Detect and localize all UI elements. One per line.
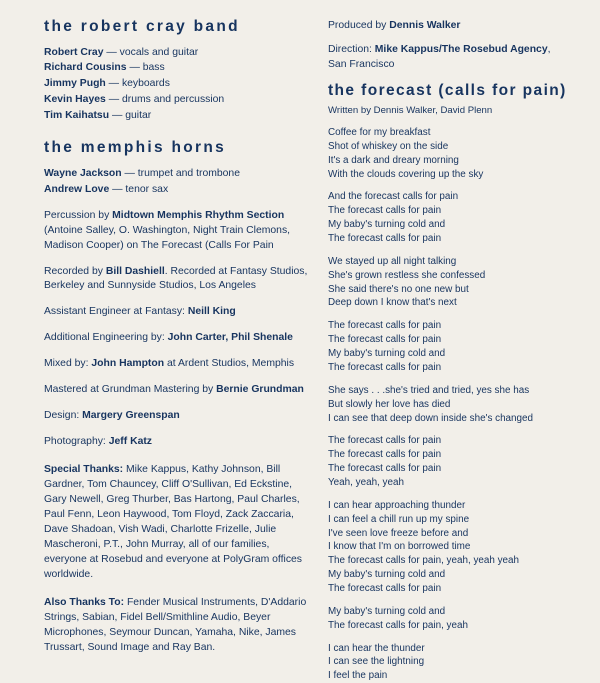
special-thanks xyxy=(44,463,312,583)
direction-credits xyxy=(328,42,580,72)
lyric-line: She's grown restless she confessed xyxy=(328,269,486,281)
lyric-line: I've seen love freeze before and xyxy=(328,527,469,539)
credit-label: Photography: xyxy=(44,436,109,448)
lyric-line: My baby's turning cold and xyxy=(328,348,446,360)
credit-label: Mastered at Grundman Mastering by xyxy=(44,384,217,396)
credit-bold: John Carter, Phil Shenale xyxy=(167,332,293,344)
lyric-line: I can hear approaching thunder xyxy=(328,499,466,511)
band-member xyxy=(44,46,312,61)
credit-line xyxy=(44,409,312,424)
lyric-line: She says . . .she's tried and tried, yes she has xyxy=(328,384,530,396)
lyric-line: I can feel a chill run up my spine xyxy=(328,513,470,525)
credits-list xyxy=(44,209,312,451)
credit-rest: (Antoine Salley, O. Washington, Night Train Clemons, Madison Cooper) on The Forecast (Calls For Pain xyxy=(44,224,291,251)
lyric-line: I can see the lightning xyxy=(328,656,425,668)
member-role: — guitar xyxy=(109,109,152,121)
lyric-line: The forecast calls for pain xyxy=(328,463,442,475)
credit-label: Assistant Engineer at Fantasy: xyxy=(44,306,188,318)
lyric-line: Shot of whiskey on the side xyxy=(328,140,449,152)
credit-bold: Bernie Grundman xyxy=(216,384,304,396)
lyric-line: The forecast calls for pain xyxy=(328,361,442,373)
credit-line xyxy=(44,305,312,320)
lyric-line: The forecast calls for pain xyxy=(328,449,442,461)
member-role: — vocals and guitar xyxy=(103,46,199,58)
lyric-stanza xyxy=(328,126,580,181)
direction-name: Mike Kappus/The Rosebud Agency xyxy=(374,44,548,56)
lyric-line: The forecast calls for pain xyxy=(328,233,442,245)
also-thanks-text: Fender Musical Instruments, D'Addario Strings, Sabian, Fidel Bell/Smithline Audio, Beyer Microphones, Seymour Duncan, Yamaha, Nike, James Trussart, Sound Image and Ray Ban. xyxy=(44,597,307,654)
horns-member xyxy=(44,183,312,198)
lyric-line: The forecast calls for pain xyxy=(328,582,442,594)
lyric-line: The forecast calls for pain, yeah xyxy=(328,619,468,631)
lyric-stanza xyxy=(328,190,580,245)
lyric-stanza xyxy=(328,642,580,683)
credit-label: Percussion by xyxy=(44,209,113,221)
lyric-stanza xyxy=(328,499,580,596)
horns-title: the memphis horns xyxy=(44,139,227,157)
also-thanks-label: Also Thanks To: xyxy=(44,597,125,609)
lyric-line: I can hear the thunder xyxy=(328,642,425,654)
lyric-line: The forecast calls for pain xyxy=(328,320,442,332)
horns-member xyxy=(44,167,312,182)
special-thanks-label: Special Thanks: xyxy=(44,464,124,476)
member-role: — drums and percussion xyxy=(105,93,225,105)
member-name: Kevin Hayes xyxy=(44,93,106,105)
lyric-line: Yeah, yeah, yeah xyxy=(328,476,404,488)
credit-line xyxy=(44,209,312,254)
lyric-stanza xyxy=(328,434,580,489)
member-role: — tenor sax xyxy=(109,183,169,195)
band-member xyxy=(44,109,312,124)
lyric-line: With the clouds covering up the sky xyxy=(328,168,484,180)
song-writers: Written by Dennis Walker, David Plenn xyxy=(328,104,493,116)
lyric-line: The forecast calls for pain, yeah, yeah yeah xyxy=(328,555,520,567)
lyric-line: I know that I'm on borrowed time xyxy=(328,541,471,553)
lyric-line: My baby's turning cold and xyxy=(328,569,446,581)
member-role: — trumpet and trombone xyxy=(121,168,240,180)
lyric-line: And the forecast calls for pain xyxy=(328,191,459,203)
lyric-stanza xyxy=(328,319,580,374)
lyric-line: My baby's turning cold and xyxy=(328,219,446,231)
credit-bold: Midtown Memphis Rhythm Section xyxy=(112,209,285,221)
member-role: — keyboards xyxy=(105,78,170,90)
band-members-list xyxy=(44,46,312,124)
also-thanks xyxy=(44,596,312,656)
lyric-line: The forecast calls for pain xyxy=(328,205,442,217)
credit-bold: Margery Greenspan xyxy=(82,410,180,422)
band-member xyxy=(44,61,312,76)
lyric-line: It's a dark and dreary morning xyxy=(328,154,459,166)
credit-bold: John Hampton xyxy=(91,358,165,370)
member-name: Tim Kaihatsu xyxy=(44,109,110,121)
credit-line xyxy=(44,331,312,346)
lyric-stanza xyxy=(328,384,580,426)
lyric-stanza xyxy=(328,255,580,310)
credit-line xyxy=(44,435,312,450)
credit-label: Mixed by: xyxy=(44,358,92,370)
credit-line xyxy=(44,383,312,398)
member-name: Jimmy Pugh xyxy=(44,78,106,90)
credit-bold: Jeff Katz xyxy=(108,436,153,448)
lyric-line: My baby's turning cold and xyxy=(328,605,446,617)
direction-city: San Francisco xyxy=(328,59,395,71)
direction-line xyxy=(328,42,580,57)
credit-bold: Neill King xyxy=(187,306,236,318)
direction-label: Direction: xyxy=(328,44,375,56)
credit-line xyxy=(44,265,312,295)
credit-line xyxy=(44,357,312,372)
credit-rest: at Ardent Studios, Memphis xyxy=(164,358,295,370)
band-member xyxy=(44,93,312,108)
member-name: Andrew Love xyxy=(44,183,110,195)
direction-rest: , xyxy=(547,44,551,56)
song-title: the forecast (calls for pain) xyxy=(328,82,567,100)
special-thanks-text: Mike Kappus, Kathy Johnson, Bill Gardner, Tom Chauncey, Cliff O'Sullivan, Ed Eckstine, Gary Newell, Greg Thurber, Bas Hartong, Paul Charles, Paul Fenn, Leon Haywood, Tom Floyd, Zack Zaccaria, Dave Shadoan, Vish Wadi, Charlotte Frizelle, Julie Mascheroni, P.T., John Murray, all of our families, everyone at Rosebud and everyone at PolyGram offices worldwide. xyxy=(44,464,302,581)
lyric-line: Deep down I know that's next xyxy=(328,297,457,309)
lyric-stanza xyxy=(328,605,580,633)
right-column xyxy=(312,18,580,682)
lyric-line: Coffee for my breakfast xyxy=(328,127,431,139)
produced-label: Produced by xyxy=(328,20,390,31)
credit-label: Recorded by xyxy=(44,265,106,277)
horns-members-list xyxy=(44,167,312,198)
member-name: Robert Cray xyxy=(44,46,104,58)
band-member xyxy=(44,77,312,92)
lyric-line: The forecast calls for pain xyxy=(328,334,442,346)
credit-rest: . Recorded at Fantasy Studios, Berkeley and Sunnyside Studios, Los Angeles xyxy=(44,265,308,292)
lyrics xyxy=(328,126,580,683)
lyric-line: I feel the pain xyxy=(328,670,388,682)
lyric-line: She said there's no one new but xyxy=(328,283,469,295)
credit-label: Additional Engineering by: xyxy=(44,332,168,344)
member-name: Wayne Jackson xyxy=(44,168,122,180)
band-title: the robert cray band xyxy=(44,18,240,35)
member-name: Richard Cousins xyxy=(44,62,127,74)
lyric-line: I can see that deep down inside she's changed xyxy=(328,412,534,424)
lyric-line: We stayed up all night talking xyxy=(328,255,457,267)
lyric-line: But slowly her love has died xyxy=(328,398,451,410)
credit-bold: Bill Dashiell xyxy=(105,265,165,277)
produced-by xyxy=(328,18,580,33)
lyric-line: The forecast calls for pain xyxy=(328,435,442,447)
left-column xyxy=(44,18,312,654)
producer-name: Dennis Walker xyxy=(389,20,461,31)
production-credits xyxy=(328,18,580,33)
member-role: — bass xyxy=(126,62,165,74)
credit-label: Design: xyxy=(44,410,83,422)
